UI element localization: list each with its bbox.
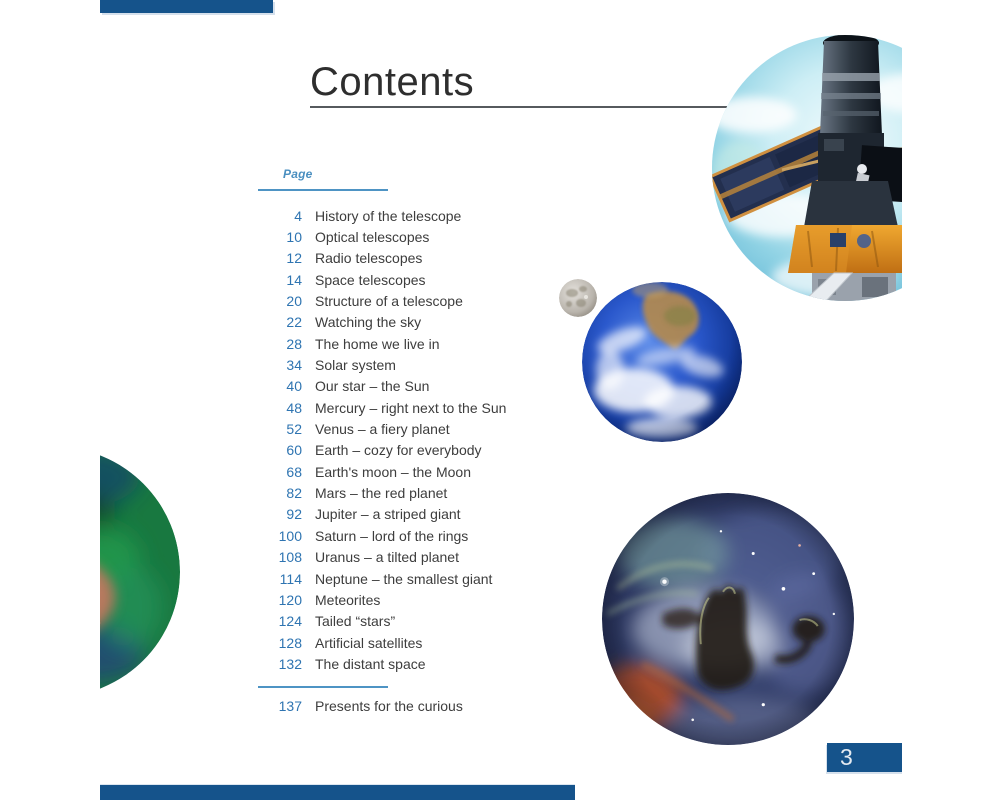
hubble-telescope-illustration [712,35,902,301]
toc-row [228,205,648,226]
toc-row [228,695,648,716]
toc-entry-title: Watching the sky [315,314,422,331]
toc-entry-title: Artificial satellites [315,634,423,651]
toc-entry-title: Mercury – right next to the Sun [315,399,507,416]
toc-entry-title: Space telescopes [315,271,426,288]
toc-entry-title: Earth – cozy for everybody [315,442,482,459]
toc-entry-title: Jupiter – a striped giant [315,506,461,523]
toc-entry-title: Radio telescopes [315,250,423,267]
toc-page-number: 82 [286,485,302,502]
toc-row [228,653,648,674]
toc-entry-title: Meteorites [315,591,381,608]
earth-illustration [582,282,742,442]
page-column-header: Page [283,167,313,181]
toc-entry-title: Solar system [315,357,396,374]
toc-entry-title: Our star – the Sun [315,378,430,395]
toc-page-number: 60 [286,442,302,459]
toc-entry-title: Structure of a telescope [315,293,463,310]
toc-entry-title: The distant space [315,655,426,672]
toc-entry-title: The home we live in [315,335,440,352]
toc-page-number: 114 [279,570,302,587]
venus-radar-illustration [100,447,180,697]
toc-entry-title: Neptune – the smallest giant [315,570,493,587]
top-edge-bar [100,0,273,13]
toc-row [228,461,648,482]
toc-row [228,248,648,269]
toc-page-number: 100 [278,527,302,544]
contents-page [100,0,902,800]
toc-list [228,205,648,675]
toc-page-number: 52 [286,421,302,438]
toc-entry-title: Mars – the red planet [315,485,448,502]
toc-row [228,482,648,503]
moon-photo-circle [559,279,597,317]
carina-nebula-illustration [602,493,854,745]
title-rule [310,106,727,108]
toc-page-number: 14 [286,271,302,288]
toc-page-number: 132 [278,655,302,672]
nebula-photo-circle [602,493,854,745]
toc-page-number: 120 [278,591,302,608]
toc-row [228,568,648,589]
toc-row [228,226,648,247]
toc-entry-title: Presents for the curious [315,697,463,714]
toc-row [228,504,648,525]
toc-page-number: 137 [278,697,302,714]
toc-page-number: 10 [286,229,302,246]
toc-page-number: 92 [286,506,302,523]
folio-page-number: 3 [827,743,902,772]
toc-row [228,397,648,418]
toc-page-number: 68 [286,463,302,480]
toc-row [228,611,648,632]
toc-page-number: 128 [278,634,302,651]
bottom-edge-bar [100,785,575,800]
toc-page-number: 40 [286,378,302,395]
toc-entry-title: Earth's moon – the Moon [315,463,471,480]
moon-illustration [559,279,597,317]
toc-page-number: 20 [286,293,302,310]
toc-row [228,525,648,546]
toc-entry-title: Tailed “stars” [315,613,396,630]
page-title: Contents [310,60,475,104]
toc-entry-title: Saturn – lord of the rings [315,527,469,544]
toc-page-number: 48 [286,399,302,416]
toc-entry-title: Venus – a fiery planet [315,421,450,438]
toc-entry-title: History of the telescope [315,207,462,224]
toc-row [228,547,648,568]
toc-row [228,589,648,610]
toc-page-number: 34 [286,357,302,374]
toc-row [228,632,648,653]
toc-row [228,418,648,439]
toc-row [228,440,648,461]
toc-page-number: 22 [286,314,302,331]
venus-photo-circle [100,447,180,697]
hubble-photo-circle [712,35,902,301]
toc-page-number: 124 [278,613,302,630]
toc-appendix [228,695,648,716]
toc-page-number: 108 [278,549,302,566]
toc-entry-title: Uranus – a tilted planet [315,549,459,566]
toc-section-divider [258,686,388,688]
earth-photo-circle [582,282,742,442]
toc-page-number: 28 [286,335,302,352]
toc-page-number: 12 [286,250,302,267]
page-header-rule [258,189,388,191]
toc-page-number: 4 [294,207,302,224]
toc-entry-title: Optical telescopes [315,229,430,246]
